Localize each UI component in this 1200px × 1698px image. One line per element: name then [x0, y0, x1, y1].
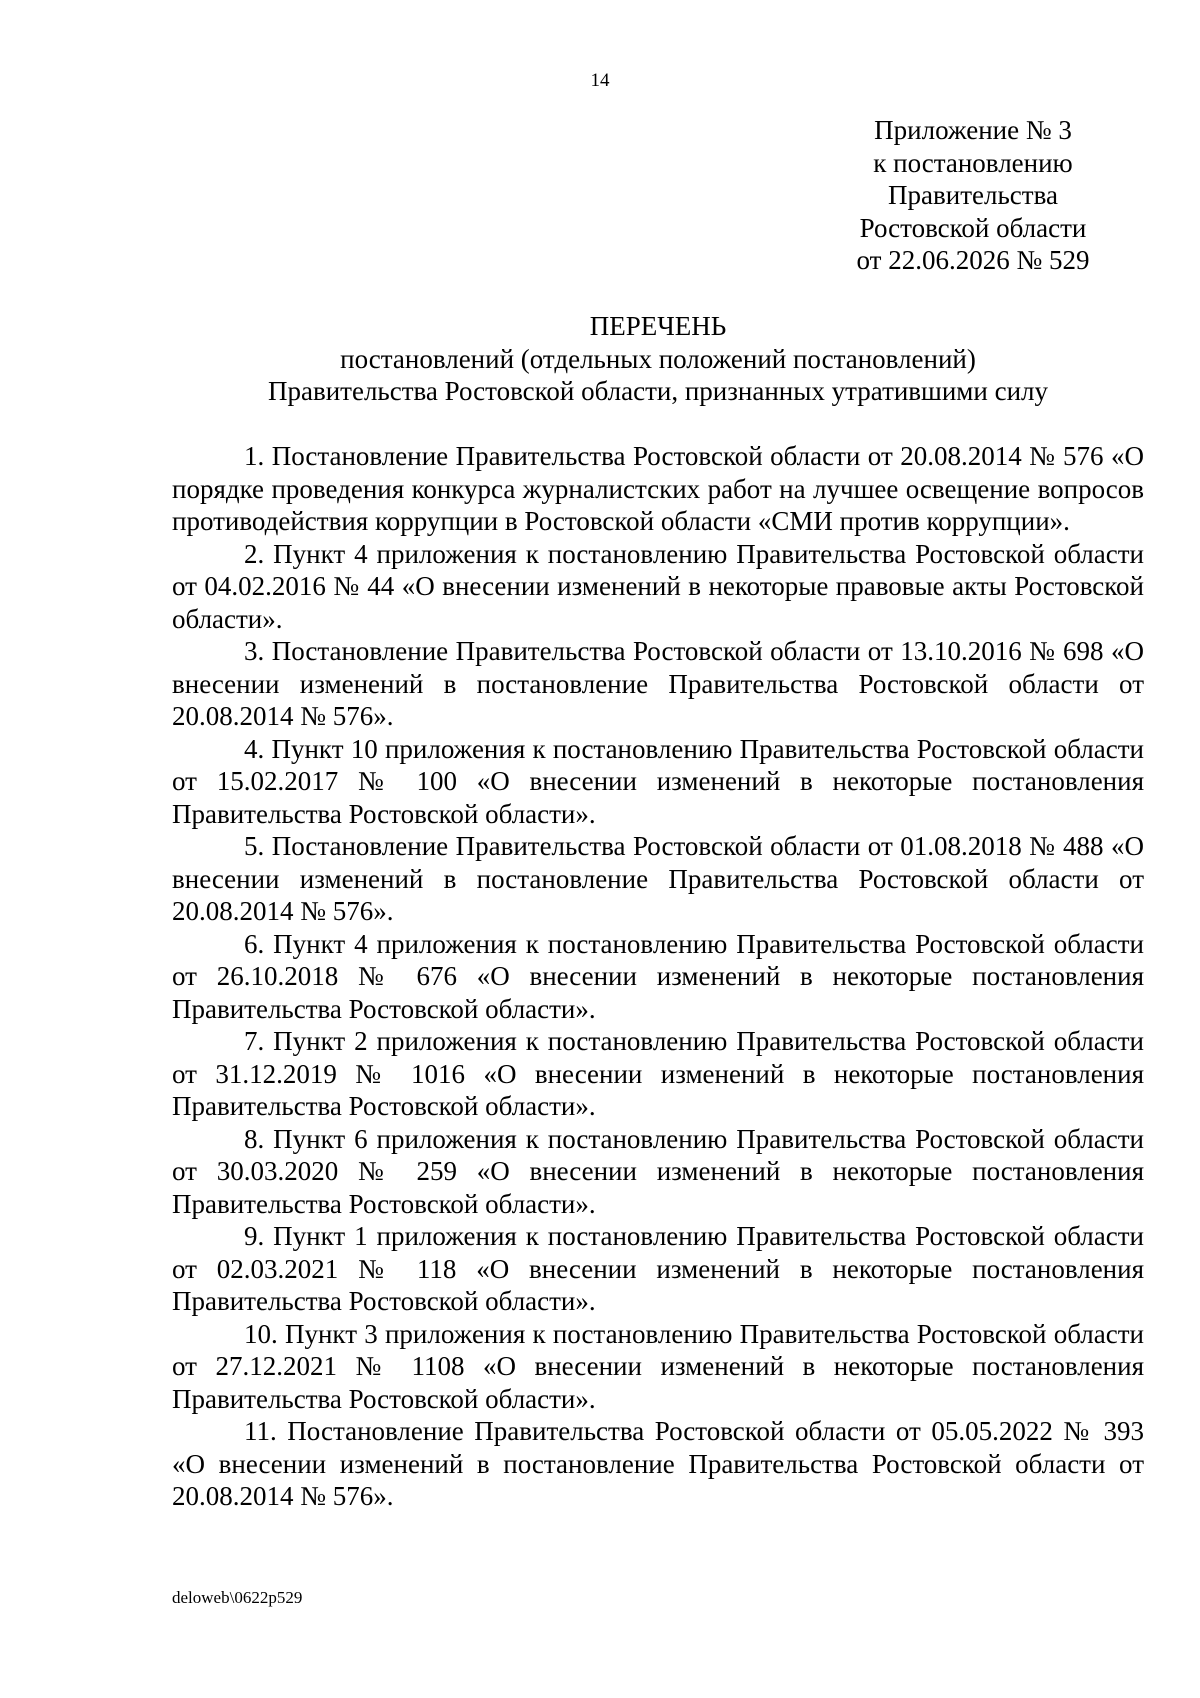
list-item: 6. Пункт 4 приложения к постановлению Правительства Ростовской области от 26.10.2018 № 676 «О внесении изменений в некоторые постановления Правительства Ростовской области».: [172, 928, 1144, 1024]
list-item: 11. Постановление Правительства Ростовской области от 05.05.2022 № 393 «О внесении изменений в постановление Правительства Ростовской области от 20.08.2014 № 576».: [172, 1416, 1144, 1511]
list-item: 10. Пункт 3 приложения к постановлению Правительства Ростовской области от 27.12.2021 № 1108 «О внесении изменений в некоторые постановления Правительства Ростовской области».: [172, 1318, 1144, 1414]
appendix-line-region: Ростовской области: [859, 212, 1087, 243]
document-heading: [172, 310, 1144, 408]
footer-document-code: deloweb\0622p529: [172, 1588, 303, 1607]
list-item: 7. Пункт 2 приложения к постановлению Правительства Ростовской области от 31.12.2019 № 1016 «О внесении изменений в некоторые постановления Правительства Ростовской области».: [172, 1026, 1144, 1121]
page-number: 14: [590, 70, 610, 91]
list-item: 3. Постановление Правительства Ростовской области от 13.10.2016 № 698 «О внесении изменений в постановление Правительства Ростовской области от 20.08.2014 № 576».: [172, 636, 1144, 731]
list-item: 1. Постановление Правительства Ростовской области от 20.08.2014 № 576 «О порядке проведения конкурса журналистских работ на лучшее освещение вопросов противодействия коррупции в Ростовской области «СМИ против коррупции».: [172, 441, 1144, 536]
appendix-line-to-resolution: к постановлению: [873, 147, 1073, 178]
document-title: ПЕРЕЧЕНЬ: [589, 311, 727, 341]
list-item: 8. Пункт 6 приложения к постановлению Правительства Ростовской области от 30.03.2020 № 259 «О внесении изменений в некоторые постановления Правительства Ростовской области».: [172, 1123, 1144, 1219]
appendix-line-number: Приложение № 3: [874, 115, 1072, 145]
list-item: 5. Постановление Правительства Ростовской области от 01.08.2018 № 488 «О внесении изменений в постановление Правительства Ростовской области от 20.08.2014 № 576».: [172, 831, 1144, 926]
resolutions-list: [172, 440, 1144, 1513]
appendix-reference: [818, 114, 1128, 277]
document-subtitle-line-1: постановлений (отдельных положений постановлений): [340, 343, 976, 374]
list-item: 4. Пункт 10 приложения к постановлению Правительства Ростовской области от 15.02.2017 № 100 «О внесении изменений в некоторые постановления Правительства Ростовской области».: [172, 733, 1144, 829]
appendix-line-government: Правительства: [888, 180, 1058, 210]
list-item: 9. Пункт 1 приложения к постановлению Правительства Ростовской области от 02.03.2021 № 118 «О внесении изменений в некоторые постановления Правительства Ростовской области».: [172, 1221, 1144, 1316]
document-subtitle-line-2: Правительства Ростовской области, признанных утратившими силу: [267, 376, 1048, 406]
appendix-line-date: от 22.06.2026 № 529: [856, 245, 1090, 275]
list-item: 2. Пункт 4 приложения к постановлению Правительства Ростовской области от 04.02.2016 № 44 «О внесении изменений в некоторые правовые акты Ростовской области».: [172, 538, 1144, 634]
